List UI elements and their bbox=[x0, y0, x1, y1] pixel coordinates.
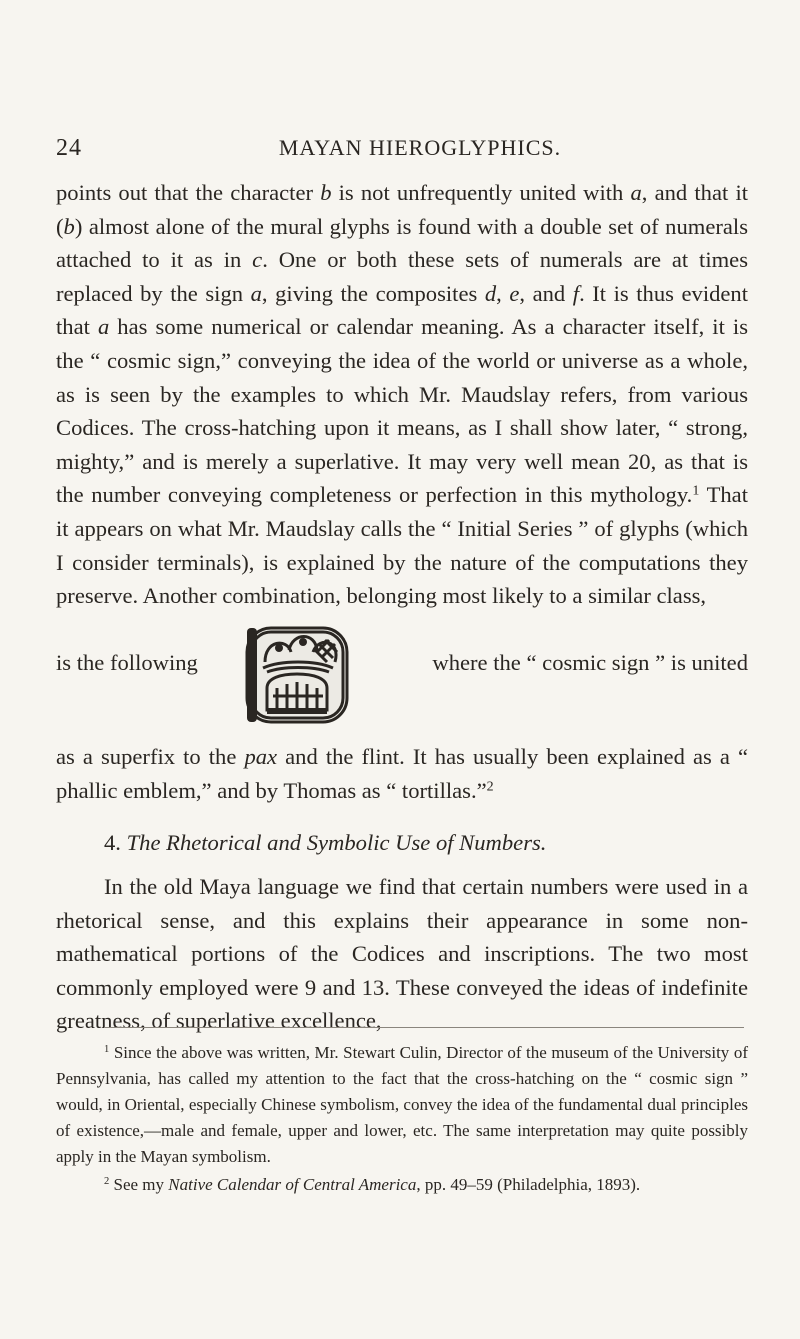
running-head bbox=[0, 135, 800, 165]
glyph-line-right-text: where the “ cosmic sign ” is united bbox=[432, 650, 748, 675]
text-run: ) almost alone of the mural glyphs is found with a double set of numerals attached to it as in bbox=[56, 213, 748, 273]
footnote-1 bbox=[56, 1040, 748, 1170]
text-run: has some numerical or calendar meaning. As a character itself, it is the “ cosmic sign,” conveying the idea of the world or universe as a whole, as is seen by the examples to which Mr. Maudslay refers, from various Codices. The cross-hatching upon it means, as I shall show later, “ strong, mighty,” and is merely a superlative. It may very well mean 20, as that is the number conveying completeness or perfection in this mythology. bbox=[56, 314, 748, 508]
paragraph-3 bbox=[56, 870, 748, 1038]
footnote-2 bbox=[56, 1172, 748, 1198]
text-run: , and bbox=[519, 280, 573, 306]
section-heading bbox=[104, 830, 546, 856]
figure-ref: e bbox=[509, 280, 520, 306]
figure-ref: b bbox=[320, 180, 332, 205]
section-number: 4. bbox=[104, 830, 121, 855]
text-run: . One or both these sets of numerals are at times replaced by the sign bbox=[56, 247, 748, 306]
text-run: as a superfix to the bbox=[56, 744, 245, 769]
footnotes bbox=[56, 1040, 748, 1200]
text-run: , bbox=[496, 280, 510, 306]
italic-term: pax bbox=[244, 744, 278, 769]
glyph-line bbox=[56, 622, 748, 727]
figure-ref: a bbox=[250, 280, 262, 306]
page-number: 24 bbox=[56, 135, 82, 161]
figure-ref: d bbox=[484, 280, 497, 306]
text-run: , and that it ( bbox=[56, 180, 748, 239]
footnote-2-marker: 2 bbox=[104, 1176, 110, 1188]
paragraph-2 bbox=[56, 740, 748, 807]
figure-ref: c bbox=[252, 247, 263, 273]
figure-ref: f bbox=[572, 280, 580, 306]
paragraph-1 bbox=[56, 176, 748, 613]
text-run: , pp. 49–59 (Philadelphia, 1893). bbox=[416, 1175, 641, 1194]
text-run: That it appears on what Mr. Maudslay calls the “ Initial Series ” of glyphs (which I consider terminals), is explained by the nature of the computations they preserve. Another combination, belonging most likely to a similar class, bbox=[56, 482, 748, 609]
figure-ref: b bbox=[63, 213, 75, 239]
cosmic-sign-glyph-icon bbox=[243, 622, 353, 726]
footnote-marker: 1 bbox=[692, 483, 700, 499]
figure-ref: a bbox=[97, 314, 110, 340]
paragraph-3-text: In the old Maya language we find that certain numbers were used in a rhetorical sense, and this explains their appearance in some non-mathematical portions of the Codices and inscriptions. The two most commonly employed were 9 and 13. These conveyed the ideas of indefinite greatness, of superlative excellence, bbox=[56, 874, 748, 1034]
footnote-1-text: Since the above was written, Mr. Stewart Culin, Director of the museum of the University of Pennsylvania, has called my attention to the fact that the cross-hatching on the “ cosmic sign ” would, in Oriental, especially Chinese symbolism, convey the idea of the fundamental dual principles of existence,—male and female, upper and lower, etc. The same interpretation may quite possibly apply in the Mayan symbolism. bbox=[56, 1043, 748, 1166]
cited-title: Native Calendar of Central America bbox=[168, 1175, 417, 1194]
text-run: . It is thus evident that bbox=[56, 280, 748, 340]
text-run: points out that the character bbox=[56, 180, 321, 205]
running-title: MAYAN HIEROGLYPHICS. bbox=[278, 135, 562, 160]
figure-ref: a bbox=[630, 180, 642, 205]
footnote-divider bbox=[104, 1027, 744, 1028]
text-run: and the flint. It has usually been explained as a “ phallic emblem,” and by Thomas as “ tortillas.” bbox=[56, 744, 748, 803]
text-run: is not unfrequently united with bbox=[331, 180, 631, 205]
glyph-line-left-text: is the following bbox=[56, 650, 198, 675]
footnote-1-marker: 1 bbox=[104, 1044, 110, 1056]
text-run: See my bbox=[113, 1175, 169, 1194]
footnote-marker: 2 bbox=[486, 778, 494, 794]
text-run: , giving the composites bbox=[261, 280, 485, 306]
section-title: The Rhetorical and Symbolic Use of Numbers. bbox=[126, 830, 547, 855]
